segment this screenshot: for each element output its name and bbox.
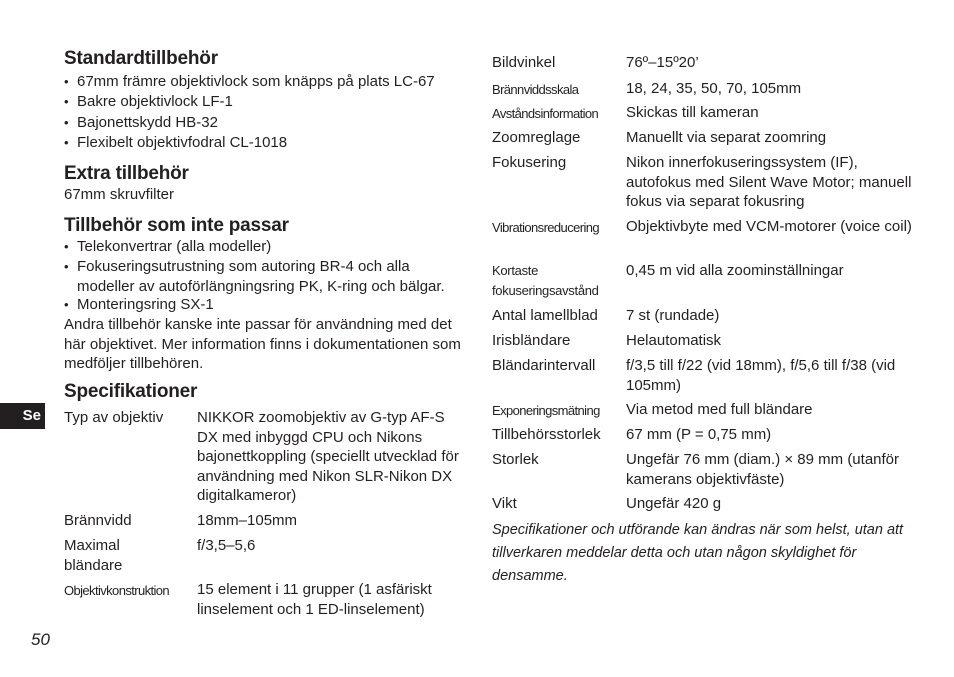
list-item (64, 237, 462, 257)
spec-value: 15 element i 11 grupper (1 asfäriskt linselement och 1 ED-linselement) (197, 581, 432, 618)
spec-value: 18, 24, 35, 50, 70, 105mm (626, 80, 802, 97)
spec-value: 76º–15º20’ (626, 54, 699, 71)
language-tab: Se (0, 403, 45, 429)
spec-value: Nikon innerfokuseringssystem (IF), autofokus med Silent Wave Motor; manuell fokus via separat fokusring (626, 154, 912, 210)
spec-value: Ungefär 76 mm (diam.) × 89 mm (utanför kamerans objektivfäste) (626, 451, 900, 488)
spec-value: Skickas till kameran (626, 104, 759, 121)
incompatible-accessories-paragraph: Andra tillbehör kanske inte passar för användning med det här objektivet. Mer information finns i dokumentationen som medföljer tillbehören. (64, 316, 461, 372)
spec-value: 0,45 m vid alla zoominställningar (626, 262, 844, 279)
spec-label: Avståndsinformation (492, 106, 599, 121)
spec-label: Objektivkonstruktion (64, 583, 170, 598)
spec-value: f/3,5–5,6 (197, 537, 256, 554)
list-item (64, 92, 462, 112)
spec-label: Brännviddsskala (492, 82, 579, 97)
spec-value: 18mm–105mm (197, 512, 298, 529)
spec-label: Typ av objektiv (64, 409, 164, 426)
page-number: 50 (31, 630, 50, 649)
spec-label: Bländarintervall (492, 357, 596, 374)
spec-label: Exponeringsmätning (492, 403, 600, 418)
bullet-icon: • (64, 297, 69, 312)
spec-label: Brännvidd (64, 512, 132, 529)
spec-value: Manuellt via separat zoomring (626, 129, 827, 146)
spec-value: NIKKOR zoomobjektiv av G-typ AF-S DX med inbyggd CPU och Nikons bajonettkoppling (speciellt utvecklad för användning med Nikon SLR-Nikon DX digitalkameror) (197, 409, 459, 504)
incompatible-accessories-heading: Tillbehör som inte passar (64, 215, 289, 236)
spec-label: Tillbehörsstorlek (492, 426, 601, 443)
spec-value: f/3,5 till f/22 (vid 18mm), f/5,6 till f/38 (vid 105mm) (626, 357, 896, 394)
list-item (64, 295, 462, 315)
spec-label: Kortaste fokuseringsavstånd (492, 263, 599, 298)
spec-label: Zoomreglage (492, 129, 581, 146)
specifications-note: Specifikationer och utförande kan ändras när som helst, utan att tillverkaren meddelar detta och utan någon skyldighet för densamme. (492, 522, 904, 584)
extra-accessories-heading: Extra tillbehör (64, 163, 189, 184)
list-item (64, 113, 462, 133)
list-item (64, 72, 462, 92)
extra-accessories-text: 67mm skruvfilter (64, 186, 175, 203)
bullet-icon: • (64, 74, 69, 89)
spec-value: 7 st (rundade) (626, 307, 720, 324)
spec-value: Objektivbyte med VCM-motorer (voice coil) (626, 218, 912, 235)
spec-label: Bildvinkel (492, 54, 556, 71)
spec-value: Via metod med full bländare (626, 401, 813, 418)
list-item-text: Flexibelt objektivfodral CL-1018 (77, 134, 288, 151)
list-item-text: Bakre objektivlock LF-1 (77, 93, 233, 110)
list-item-text: Bajonettskydd HB-32 (77, 114, 218, 131)
spec-value: 67 mm (P = 0,75 mm) (626, 426, 772, 443)
list-item-text: Monteringsring SX-1 (77, 296, 214, 313)
spec-label: Vikt (492, 495, 517, 512)
spec-value: Ungefär 420 g (626, 495, 722, 512)
list-item-text: Fokuseringsutrustning som autoring BR-4 och alla modeller av autoförlängningsring PK, K-ring och bälgar. (77, 258, 445, 295)
bullet-icon: • (64, 94, 69, 109)
spec-label: Irisbländare (492, 332, 571, 349)
specifications-heading: Specifikationer (64, 381, 198, 402)
list-item-text: 67mm främre objektivlock som knäpps på plats LC-67 (77, 73, 435, 90)
list-item (64, 133, 462, 153)
spec-label: Storlek (492, 451, 539, 468)
spec-value: Helautomatisk (626, 332, 722, 349)
bullet-icon: • (64, 259, 69, 274)
spec-label: Antal lamellblad (492, 307, 598, 324)
bullet-icon: • (64, 135, 69, 150)
spec-label: Fokusering (492, 154, 567, 171)
spec-label: Vibrationsreducering (492, 220, 599, 235)
list-item-text: Telekonvertrar (alla modeller) (77, 238, 272, 255)
standard-accessories-heading: Standardtillbehör (64, 48, 218, 69)
bullet-icon: • (64, 239, 69, 254)
spec-label: Maximal bländare (64, 537, 123, 574)
bullet-icon: • (64, 115, 69, 130)
list-item (64, 257, 462, 296)
